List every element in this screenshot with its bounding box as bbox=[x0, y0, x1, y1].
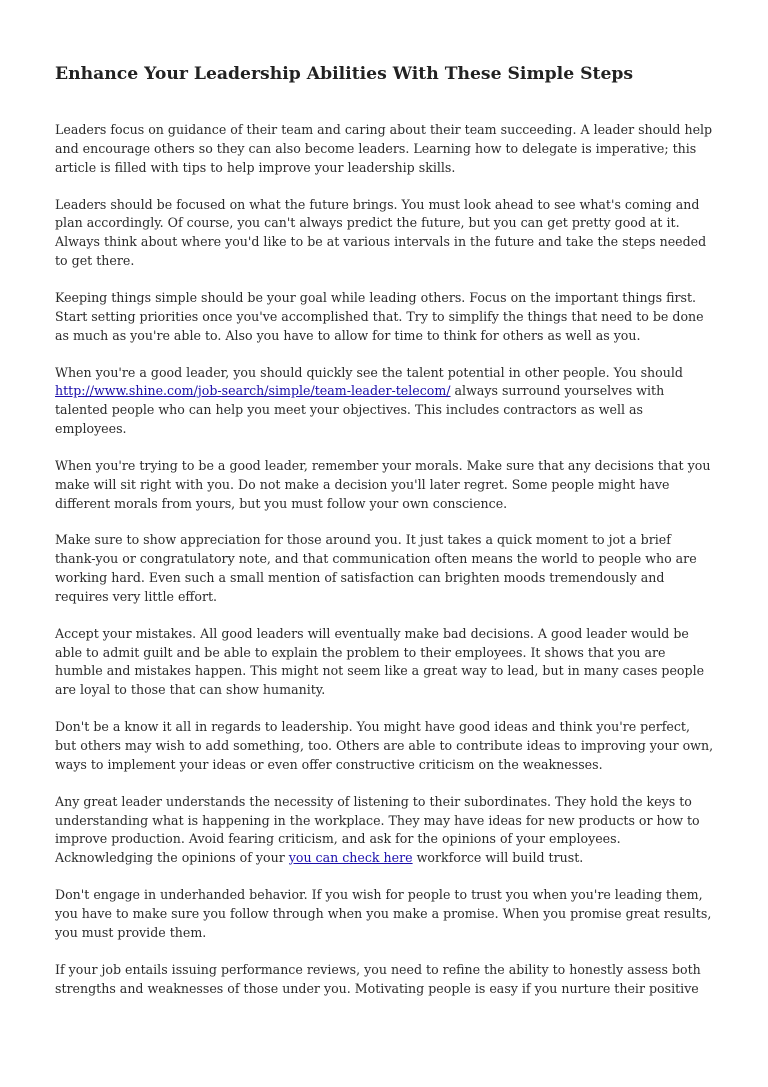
article-title: Enhance Your Leadership Abilities With These Simple Steps bbox=[55, 64, 634, 84]
paragraph-6: Make sure to show appreciation for those around you. It just takes a quick moment to jot a brief thank-you or congratulatory note, and that communication often means the world to people who are working hard. Even such a small mention of satisfaction can brighten moods tremendously and requires very little effort. bbox=[55, 532, 697, 604]
check-here-link[interactable]: you can check here bbox=[288, 850, 413, 866]
paragraph-1: Leaders focus on guidance of their team and caring about their team succeeding. A leader should help and encourage others so they can also become leaders. Learning how to delegate is imperative; this article is filled with tips to help improve your leadership skills. bbox=[55, 122, 713, 175]
paragraph-11: If your job entails issuing performance reviews, you need to refine the ability to honestly assess both strengths and weaknesses of those under you. Motivating people is easy if you nurture their positive bbox=[55, 961, 701, 996]
paragraph-3: Keeping things simple should be your goal while leading others. Focus on the important things first. Start setting priorities once you've accomplished that. Try to simplify the things that need to be done as much as you're able to. Also you have to allow for time to think for others as well as you. bbox=[55, 289, 704, 343]
paragraph-4-text-after: always surround yourselves with talented people who can help you meet your objectives. This includes contractors as well as employees. bbox=[55, 383, 665, 436]
paragraph-5: When you're trying to be a good leader, remember your morals. Make sure that any decisions that you make will sit right with you. Do not make a decision you'll later regret. Some people might have different morals from yours, but you must follow your own conscience. bbox=[55, 457, 711, 511]
paragraph-10: Don't engage in underhanded behavior. If you wish for people to trust you when you're leading them, you have to make sure you follow through when you make a promise. When you promise great results, you must provide them. bbox=[55, 887, 712, 940]
paragraph-8: Don't be a know it all in regards to leadership. You might have good ideas and think you're perfect, but others may wish to add something, too. Others are able to contribute ideas to improving your own, ways to implement your ideas or even offer constructive criticism on the weaknesses. bbox=[55, 719, 714, 772]
paragraph-4-text-before: When you're a good leader, you should quickly see the talent potential in other people. You should bbox=[55, 364, 683, 380]
paragraph-2: Leaders should be focused on what the future brings. You must look ahead to see what's coming and plan accordingly. Of course, you can't always predict the future, but you can get pretty good at it. Always think about where you'd like to be at various intervals in the future and take the steps needed to get there. bbox=[55, 196, 707, 268]
shine-job-search-link[interactable]: http://www.shine.com/job-search/simple/team-leader-telecom/ bbox=[55, 383, 451, 399]
paragraph-4 bbox=[55, 364, 715, 439]
paragraph-9-text-after: workforce will build trust. bbox=[412, 850, 584, 866]
document-page bbox=[55, 60, 715, 1017]
paragraph-9 bbox=[55, 793, 715, 868]
paragraph-7: Accept your mistakes. All good leaders will eventually make bad decisions. A good leader would be able to admit guilt and be able to explain the problem to their employees. It shows that you are humble and mistakes happen. This might not seem like a great way to lead, but in many cases people are loyal to those that can show humanity. bbox=[55, 625, 705, 698]
paragraph-9-text-before: Any great leader understands the necessity of listening to their subordinates. They hold the keys to understanding what is happening in the workplace. They may have ideas for new products or how to improve production. Avoid fearing criticism, and ask for the opinions of your employees. Acknowledging the opinions of your bbox=[55, 793, 700, 866]
